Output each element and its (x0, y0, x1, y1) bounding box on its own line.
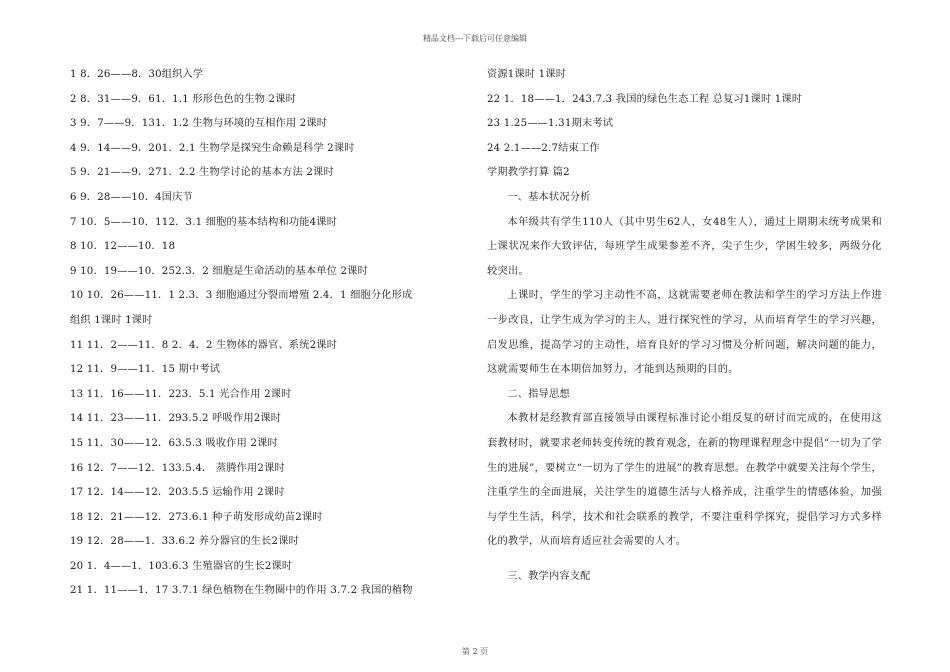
schedule-line: 20 1．4——1．103.6.3 生殖器官的生长2课时 (70, 560, 293, 572)
schedule-line: 9 10．19——10．252.3．2 细胞是生命活动的基本单位 2课时 (70, 265, 368, 277)
section-heading: 三、教学内容支配 (507, 570, 591, 582)
schedule-line: 23 1.25——1.31期末考试 (487, 118, 614, 130)
schedule-line: 19 12．28——1．33.6.2 养分器官的生长2课时 (70, 536, 299, 548)
schedule-line: 6 9．28——10．4国庆节 (70, 191, 193, 203)
schedule-line: 3 9．7——9．131．1.2 生物与环境的互相作用 2课时 (70, 118, 328, 130)
plan-title: 学期教学打算 篇2 (487, 167, 570, 179)
right-column (487, 63, 882, 589)
schedule-line: 7 10．5——10．112．3.1 细胞的基本结构和功能4课时 (70, 216, 338, 228)
schedule-line: 2 8．31——9．61．1.1 形形色色的生物 2课时 (70, 93, 296, 105)
body-paragraph: 本教材是经教育部直接领导由课程标准讨论小组反复的研讨而完成的，在使用这套教材时，就要求老师转变传统的教育观念，在新的物理课程理念中提倡“一切为了学生的进展”，要树立“一切为了学生的进展”的教育思想。在教学中就要关注每个学生，注重学生的全面进展，关注学生的道德生活与人格养成，注重学生的情感体验，加强与学生生活，科学，技术和社会联系的教学，不要注重科学探究，提倡学习方式多样化的教学，从而培育适应社会需要的人才。 (487, 413, 882, 548)
section-heading: 一、基本状况分析 (507, 191, 591, 203)
schedule-line: 组织 1课时 1课时 (70, 314, 153, 326)
schedule-line: 5 9．21——9．271．2.2 生物学讨论的基本方法 2课时 (70, 167, 334, 179)
schedule-line: 21 1．11——1．17 3.7.1 绿色植物在生物圈中的作用 3.7.2 我国的植物 (70, 585, 413, 597)
schedule-line: 11 11．2——11．8 2．4．2 生物体的器官、系统2课时 (70, 339, 338, 351)
schedule-line: 10 10．26——11．1 2.3．3 细胞通过分裂而增殖 2.4．1 细胞分化形成 (70, 290, 413, 302)
schedule-line: 17 12．14——12．203.5.5 运输作用 2课时 (70, 487, 285, 499)
schedule-line: 1 8．26——8．30组织入学 (70, 69, 204, 80)
schedule-line: 13 11．16——11．223．5.1 光合作用 2课时 (70, 388, 292, 400)
schedule-line: 14 11．23——11．293.5.2 呼吸作用2课时 (70, 413, 282, 425)
section-heading: 二、指导思想 (507, 388, 570, 400)
schedule-line: 22 1．18——1．243.7.3 我国的绿色生态工程 总复习1课时 1课时 (487, 93, 803, 105)
schedule-line: 4 9．14——9．201．2.1 生物学是探究生命赖是科学 2课时 (70, 142, 355, 154)
schedule-line: 8 10．12——10．18 (70, 241, 176, 253)
page-footer: 第 2 页 (461, 647, 489, 656)
left-column (70, 63, 470, 604)
schedule-line: 16 12．7——12．133.5.4． 蒸腾作用2课时 (70, 462, 285, 474)
schedule-line: 24 2.1——2.7结束工作 (487, 142, 600, 154)
body-paragraph: 本年级共有学生110人（其中男生62人，女48生人），通过上期期末统考成果和上课状况来作大致评估，每班学生成果参差不齐，尖子生少，学困生较多，两级分化较突出。 (487, 216, 882, 277)
body-paragraph: 上课时，学生的学习主动性不高，这就需要老师在教法和学生的学习方法上作进一步改良，让学生成为学习的主人，进行探究性的学习，从而培育学生的学习兴趣，启发思维，提高学习的主动性，培育良好的学习习惯及分析问题，解决问题的能力，这就需要师生在本期倍加努力，才能到达预期的目的。 (487, 290, 882, 376)
schedule-line: 12 11．9——11．15 期中考试 (70, 364, 221, 376)
schedule-line: 18 12．21——12．273.6.1 种子萌发形成幼苗2课时 (70, 511, 323, 523)
schedule-line: 15 11．30——12．63.5.3 吸收作用 2课时 (70, 437, 278, 449)
schedule-line: 资源1课时 1课时 (487, 69, 567, 80)
page-header: 精品文档---下载后可任意编辑 (422, 34, 528, 43)
